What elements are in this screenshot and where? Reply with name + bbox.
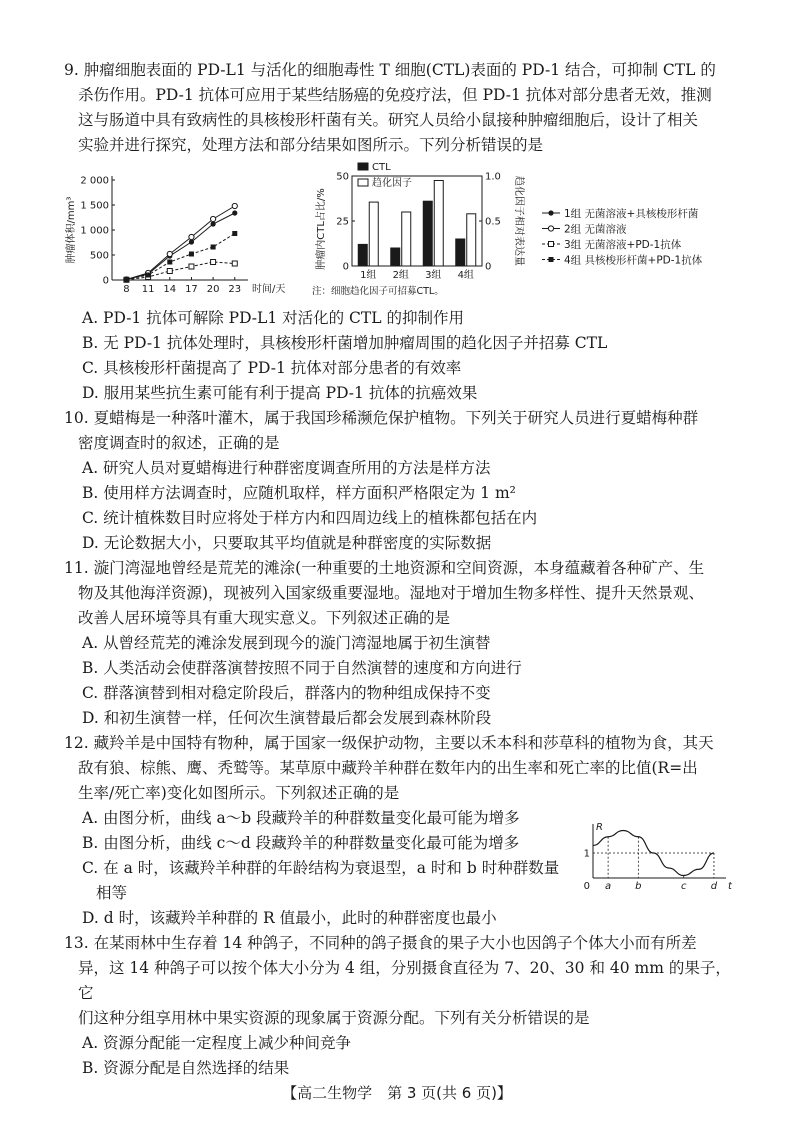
series-line bbox=[126, 234, 234, 280]
bar-ctl bbox=[358, 244, 367, 266]
question-stem-line: 敌有狼、棕熊、鹰、秃鹫等。某草原中藏羚羊种群在数年内的出生率和死亡率的比值(R=出 bbox=[78, 759, 698, 777]
option-c: C. 群落演替到相对稳定阶段后，群落内的物种组成保持不变 bbox=[82, 684, 491, 702]
legend-swatch-ctl bbox=[358, 163, 368, 170]
x-tick-label: 14 bbox=[163, 284, 177, 295]
x-tick-label: 3组 bbox=[425, 270, 442, 281]
legend-label-chemokine: 趋化因子 bbox=[372, 178, 412, 189]
option-a: A. 由图分析，曲线 a～b 段藏羚羊的种群数量变化最可能为增多 bbox=[82, 809, 520, 827]
bar-chemokine bbox=[467, 214, 476, 266]
option-a: A. 资源分配能一定程度上减少种间竞争 bbox=[82, 1034, 352, 1052]
tumor-chart-legend bbox=[540, 206, 740, 274]
series-line bbox=[126, 262, 234, 280]
page-footer: 【高二生物学 第 3 页(共 6 页)】 bbox=[282, 1084, 512, 1102]
y-tick-label-left: 0 bbox=[342, 261, 349, 273]
y-tick-label-left: 50 bbox=[336, 171, 349, 183]
option-d: D. 和初生演替一样，任何次生演替最后都会发展到森林阶段 bbox=[82, 709, 492, 727]
x-tick-label: 11 bbox=[141, 284, 155, 295]
option-c-continued: 相等 bbox=[96, 884, 128, 902]
legend-label: 4组 具核梭形杆菌+PD-1抗体 bbox=[564, 254, 703, 267]
x-tick-label: 4组 bbox=[457, 270, 474, 281]
data-point bbox=[549, 242, 554, 247]
x-tick-label: b bbox=[635, 881, 642, 892]
question-stem-line: 物及其他海洋资源)，现被列入国家级重要湿地。湿地对于增加生物多样性、提升天然景观、 bbox=[78, 584, 705, 602]
x-tick-label: c bbox=[680, 881, 687, 892]
ctl-bar-chart bbox=[310, 160, 525, 302]
option-d: D. 服用某些抗生素可能有利于提高 PD-1 抗体的抗癌效果 bbox=[82, 384, 478, 402]
legend-label-ctl: CTL bbox=[372, 162, 391, 173]
question-stem-line: 这与肠道中具有致病性的具核梭形杆菌有关。研究人员给小鼠接种肿瘤细胞后，设计了相关 bbox=[78, 111, 699, 129]
option-b: B. 人类活动会使群落演替按照不同于自然演替的速度和方向进行 bbox=[82, 659, 522, 677]
question-stem-line: 密度调查时的叙述，正确的是 bbox=[78, 434, 280, 452]
question-9 bbox=[64, 58, 732, 158]
x-tick-label: 1组 bbox=[360, 270, 377, 281]
y-axis-label-left: 肿瘤内CTL占比/% bbox=[316, 188, 327, 270]
data-point bbox=[232, 210, 237, 215]
question-13 bbox=[64, 931, 732, 1081]
x-tick-label: d bbox=[710, 881, 718, 892]
y-tick-label-right: 0 bbox=[485, 261, 492, 273]
legend-label: 2组 无菌溶液 bbox=[564, 223, 627, 236]
origin-label: 0 bbox=[583, 881, 590, 892]
bar-chemokine bbox=[369, 202, 378, 266]
data-point bbox=[146, 273, 151, 278]
x-tick-label: a bbox=[605, 881, 612, 892]
option-a: A. PD-1 抗体可解除 PD-L1 对活化的 CTL 的抑制作用 bbox=[82, 309, 464, 327]
question-stem-line: 改善人居环境等具有重大现实意义。下列叙述正确的是 bbox=[78, 609, 451, 627]
data-point bbox=[548, 210, 553, 215]
y-axis-label-right: 趋化因子相对表达量 bbox=[513, 176, 524, 266]
data-point bbox=[548, 226, 553, 231]
x-axis-label: t bbox=[728, 881, 732, 892]
data-point bbox=[167, 260, 172, 265]
y-tick-label: 1 000 bbox=[80, 225, 109, 237]
question-stem-line: 异，这 14 种鸽子可以按个体大小分为 4 组，分别摄食直径为 7、20、30 和 40 mm 的果子，它 bbox=[78, 959, 731, 1002]
bar-chemokine bbox=[434, 181, 443, 267]
x-axis-label: 时间/天 bbox=[252, 284, 286, 295]
option-a: A. 研究人员对夏蜡梅进行种群密度调查所用的方法是样方法 bbox=[82, 459, 491, 477]
data-point bbox=[211, 260, 216, 265]
option-b: B. 由图分析，曲线 c～d 段藏羚羊的种群数量变化最可能为增多 bbox=[82, 834, 520, 852]
question-stem-line: 杀伤作用。PD-1 抗体可应用于某些结肠癌的免疫疗法，但 PD-1 抗体对部分患者无效，推测 bbox=[78, 86, 712, 104]
y-tick-label: 0 bbox=[102, 275, 109, 287]
question-stem-line: 实验并进行探究，处理方法和部分结果如图所示。下列分析错误的是 bbox=[78, 136, 544, 154]
option-d: D. d 时，该藏羚羊种群的 R 值最小，此时的种群密度也最小 bbox=[82, 909, 497, 927]
data-point bbox=[232, 231, 237, 236]
question-9-options bbox=[64, 306, 732, 406]
question-stem-line: 9. 肿瘤细胞表面的 PD-L1 与活化的细胞毒性 T 细胞(CTL)表面的 PD-1 结合，可抑制 CTL 的 bbox=[64, 61, 716, 79]
bar-chemokine bbox=[402, 212, 411, 266]
question-stem-line: 13. 在某雨林中生存着 14 种鸽子，不同种的鸽子摄食的果子大小也因鸽子个体大小而有所差 bbox=[64, 934, 697, 952]
y-tick-label: 500 bbox=[89, 250, 109, 262]
y-axis-label: R bbox=[596, 822, 603, 833]
question-stem-line: 们这种分组享用林中果实资源的现象属于资源分配。下列有关分析错误的是 bbox=[78, 1009, 590, 1027]
data-point bbox=[189, 239, 194, 244]
bar-ctl bbox=[423, 201, 432, 266]
option-c: C. 统计植株数目时应将处于样方内和四周边线上的植株都包括在内 bbox=[82, 509, 538, 527]
data-point bbox=[232, 203, 237, 208]
x-tick-label: 20 bbox=[206, 284, 220, 295]
x-tick-label: 23 bbox=[228, 284, 242, 295]
legend-label: 3组 无菌溶液+PD-1抗体 bbox=[564, 239, 682, 251]
x-tick-label: 8 bbox=[123, 284, 130, 295]
y-tick-label: 1 bbox=[583, 848, 590, 860]
data-point bbox=[189, 252, 194, 257]
question-stem-line: 10. 夏蜡梅是一种落叶灌木，属于我国珍稀濒危保护植物。下列关于研究人员进行夏蜡梅种群 bbox=[64, 409, 699, 427]
x-tick-label: 2组 bbox=[392, 270, 409, 281]
option-d: D. 无论数据大小，只要取其平均值就是种群密度的实际数据 bbox=[82, 534, 492, 552]
y-axis-label: 肿瘤体积/mm³ bbox=[66, 196, 77, 264]
question-stem-line: 12. 藏羚羊是中国特有物种，属于国家一级保护动物，主要以禾本科和莎草科的植物为食，其天 bbox=[64, 734, 714, 752]
question-10 bbox=[64, 406, 732, 556]
question-stem-line: 11. 漩门湾湿地曾经是荒芜的滩涂(一种重要的土地资源和空间资源，本身蕴藏着各种矿产、生 bbox=[64, 559, 705, 577]
r-value-curve-chart bbox=[575, 822, 735, 894]
y-tick-label-right: 0.5 bbox=[485, 216, 501, 228]
x-tick-label: 17 bbox=[185, 284, 198, 295]
y-tick-label-right: 1.0 bbox=[485, 171, 501, 183]
data-point bbox=[211, 245, 216, 250]
legend-label: 1组 无菌溶液+具核梭形杆菌 bbox=[564, 208, 699, 220]
option-c: C. 在 a 时，该藏羚羊种群的年龄结构为衰退型，a 时和 b 时种群数量 bbox=[82, 859, 560, 877]
bar-ctl bbox=[391, 248, 400, 266]
y-tick-label: 1 500 bbox=[80, 200, 109, 212]
option-a: A. 从曾经荒芜的滩涂发展到现今的漩门湾湿地属于初生演替 bbox=[82, 634, 491, 652]
tumor-volume-line-chart bbox=[60, 168, 286, 303]
series-line bbox=[126, 213, 234, 280]
data-point bbox=[211, 216, 216, 221]
question-11 bbox=[64, 556, 732, 731]
data-point bbox=[124, 277, 129, 282]
data-point bbox=[189, 234, 194, 239]
data-point bbox=[167, 251, 172, 256]
option-b: B. 无 PD-1 抗体处理时，具核梭形杆菌增加肿瘤周围的趋化因子并招募 CTL bbox=[82, 334, 608, 352]
option-c: C. 具核梭形杆菌提高了 PD-1 抗体对部分患者的有效率 bbox=[82, 359, 462, 377]
y-tick-label-left: 25 bbox=[336, 216, 349, 228]
option-b: B. 使用样方法调查时，应随机取样，样方面积严格限定为 1 m² bbox=[82, 484, 516, 502]
data-point bbox=[549, 257, 554, 262]
option-b: B. 资源分配是自然选择的结果 bbox=[82, 1059, 290, 1077]
data-point bbox=[167, 269, 172, 274]
data-point bbox=[189, 264, 194, 269]
bar-ctl bbox=[456, 239, 465, 266]
data-point bbox=[232, 261, 237, 266]
chart-note: 注：细胞趋化因子可招募CTL。 bbox=[312, 286, 444, 297]
question-stem-line: 生率/死亡率)变化如图所示。下列叙述正确的是 bbox=[78, 784, 400, 802]
y-tick-label: 2 000 bbox=[80, 175, 109, 187]
legend-swatch-chemokine bbox=[358, 179, 368, 186]
data-point bbox=[211, 221, 216, 226]
r-curve bbox=[593, 831, 714, 876]
